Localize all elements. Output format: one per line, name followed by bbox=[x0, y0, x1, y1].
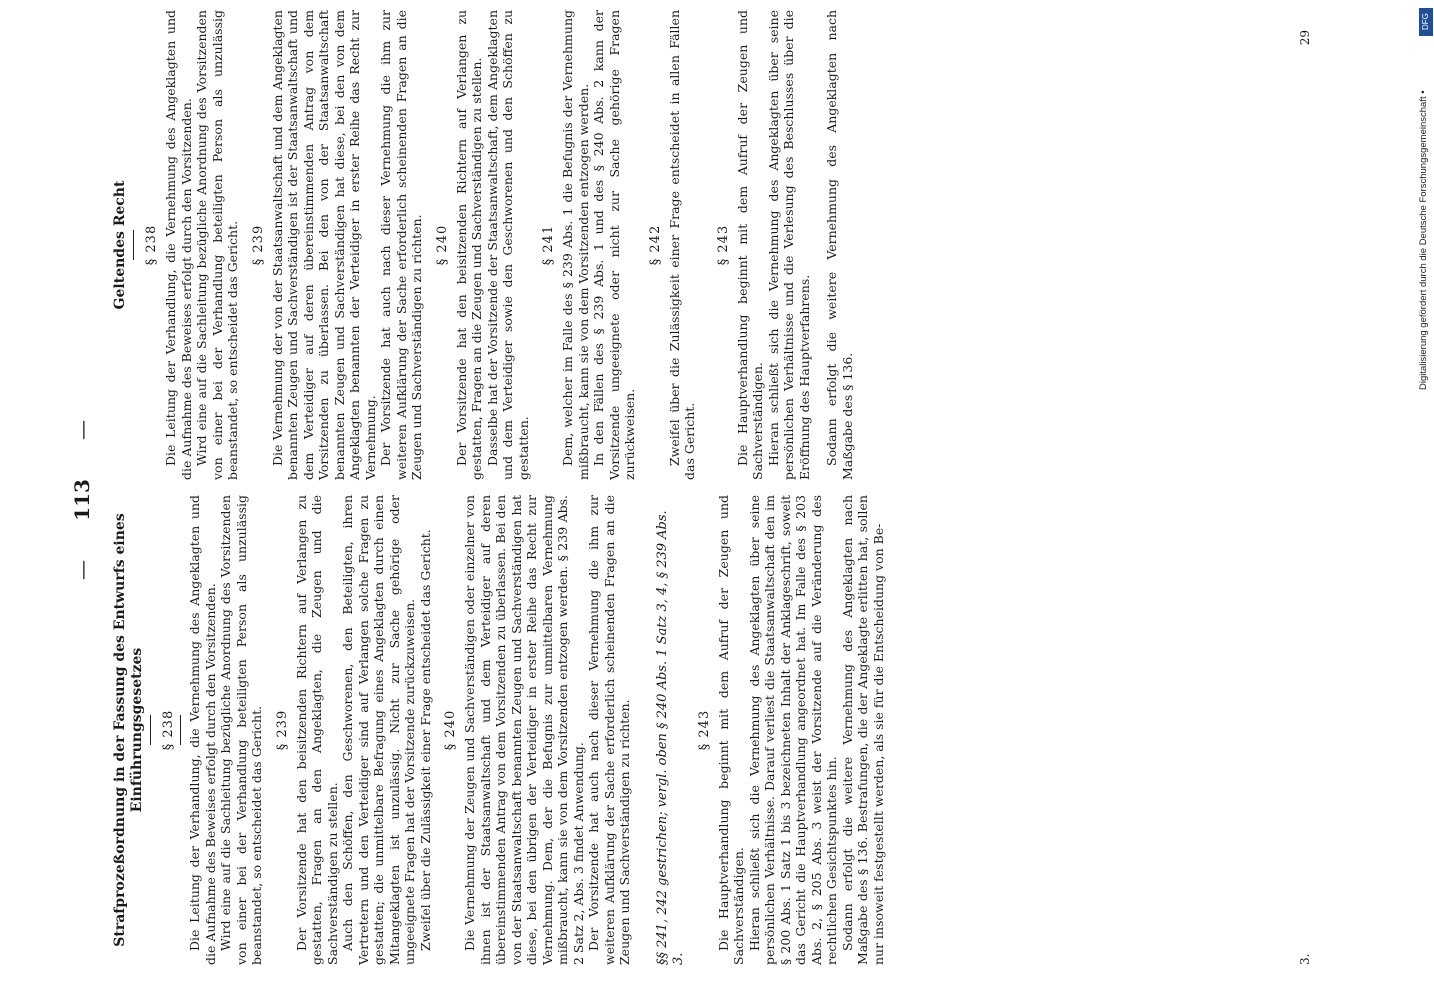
bottom-page-number: 29 bbox=[1298, 30, 1312, 46]
digitization-credit: Digitalisierung gefördert durch die Deutsche Forschungsgemeinschaft • bbox=[1418, 90, 1429, 390]
paragraph: Sodann erfolgt die weitere Vernehmung des Angeklagten nach Maßgabe des § 136. bbox=[824, 10, 855, 480]
page-header bbox=[70, 0, 110, 1000]
paragraph: Der Vorsitzende hat den beisitzenden Richtern auf Verlangen zu gestatten, Fragen an den Angeklagten, die Zeugen und die Sachverständigen zu stellen. bbox=[293, 495, 340, 965]
paragraph: Hieran schließt sich die Vernehmung des Angeklagten über seine persönlichen Verhältnisse. Darauf verliest die Staatsanwaltschaft den im § 200 Abs. 1 Satz 1 bis 3 bezeichneten Inhalt der Anklageschrift, soweit das Gericht die Hauptverhandlung angeordnet hat. Im Falle des § 203 Abs. 2, § 205 Abs. 3 weist der Vorsitzende auf die Veränderung des rechtlichen Gesichtspunktes hin. bbox=[746, 495, 839, 965]
paragraph: Hieran schließt sich die Vernehmung des Angeklagten über seine persönlichen Verhältnisse und die Verlesung des Beschlusses über die Eröffnung des Hauptverfahrens. bbox=[765, 10, 812, 480]
section-heading: § 238 bbox=[144, 224, 159, 266]
page-number: 113 bbox=[70, 479, 94, 521]
paragraph: Die Leitung der Verhandlung, die Vernehmung des Angeklagten und die Aufnahme des Beweises erfolgt durch den Vorsitzenden. bbox=[187, 495, 218, 965]
paragraph: Wird eine auf die Sachleitung bezügliche Anordnung des Vorsitzenden von einer bei der Verhandlung beteiligten Person als unzulässig beanstandet, so entscheidet das Gericht. bbox=[194, 10, 240, 480]
paragraph: Zweifel über die Zulässigkeit einer Frage entscheidet in allen Fällen das Gericht. bbox=[666, 10, 697, 480]
paragraph: Zweifel über die Zulässigkeit einer Frage entscheidet das Gericht. bbox=[417, 529, 433, 951]
left-column bbox=[112, 495, 1312, 965]
left-column-title: Strafprozeßordnung in der Fassung des Entwurfs eines Einführungsgesetzes bbox=[112, 513, 145, 947]
section-heading: § 243 bbox=[696, 709, 712, 751]
paragraph: Der Vorsitzende hat den beisitzenden Richtern auf Verlangen zu gestatten, Fragen an die Zeugen und Sachverständigen zu stellen. bbox=[453, 10, 484, 480]
header-dash-right: — bbox=[70, 420, 94, 440]
paragraph: Die Vernehmung der von der Staatsanwaltschaft und dem Angeklagten benannten Zeugen und Sachverständigen ist der Staatsanwaltschaft und dem Verteidiger auf deren übereinstimmenden Antrag von dem Vorsitzenden zu überlassen. Bei den von der Staatsanwaltschaft benannten Zeugen und Sachverständigen hat diese, bei den von dem Angeklagten benannten der Verteidiger in erster Reihe das Recht zur Vernehmung. bbox=[269, 10, 378, 480]
section-heading: § 242 bbox=[647, 224, 663, 266]
dfg-logo: DFG bbox=[1419, 8, 1433, 36]
section-heading: § 239 bbox=[250, 224, 266, 266]
editorial-note: §§ 241, 242 gestrichen; vergl. oben § 240 Abs. 1 Satz 3, 4, § 239 Abs. 3. bbox=[654, 510, 686, 965]
section-rule bbox=[180, 715, 181, 745]
header-dash-left: — bbox=[70, 560, 94, 580]
paragraph: In den Fällen des § 239 Abs. 1 und des § 240 Abs. 2 kann der Vorsitzende ungeeignete oder nicht zur Sache gehörige Fragen zurückweisen. bbox=[591, 10, 637, 480]
section-heading: § 243 bbox=[715, 224, 731, 266]
paragraph: Dasselbe hat der Vorsitzende der Staatsanwaltschaft, dem Angeklagten und dem Verteidiger sowie den Geschworenen und den Schöffen zu gestatten. bbox=[484, 10, 531, 480]
right-column bbox=[112, 10, 1312, 480]
section-heading: § 239 bbox=[274, 709, 290, 751]
digitization-sidebar bbox=[1418, 0, 1434, 1000]
section-heading: § 238 bbox=[161, 709, 176, 751]
signature-mark: 3. bbox=[1298, 953, 1312, 965]
paragraph: Die Vernehmung der Zeugen und Sachverständigen oder einzelner von ihnen ist der Staatsanwaltschaft und dem Verteidiger auf deren übereinstimmenden Antrag von dem Vorsitzenden zu überlassen. Bei den von der Staatsanwaltschaft benannten Zeugen und Sachverständigen hat diese, bei den übrigen der Verteidiger in erster Reihe das Recht zur Vernehmung. Dem, der die Befugnis zur unmittelbaren Vernehmung mißbraucht, kann sie von dem Vorsitzenden entzogen werden. § 239 Abs. 2 Satz 2, Abs. 3 findet Anwendung. bbox=[462, 495, 586, 965]
paragraph: Die Leitung der Verhandlung, die Vernehmung des Angeklagten und die Aufnahme des Beweises erfolgt durch den Vorsitzenden. bbox=[163, 10, 194, 480]
paragraph: Wird eine auf die Sachleitung bezügliche Anordnung des Vorsitzenden von einer bei der Verhandlung beteiligten Person als unzulässig beanstandet, so entscheidet das Gericht. bbox=[218, 495, 264, 965]
section-heading: § 241 bbox=[541, 224, 556, 266]
paragraph: Auch den Schöffen, den Geschworenen, den Beteiligten, ihren Vertretern und den Verteidiger sind auf Verlangen solche Fragen zu gestatten; die unmittelbare Befragung eines Angeklagten durch einen Mitangeklagten ist unzulässig. Nicht zur Sache gehörige oder ungeeignete Fragen hat der Vorsitzende zurückzuweisen. bbox=[340, 495, 417, 965]
title-rule bbox=[150, 715, 151, 745]
section-heading: § 240 bbox=[434, 224, 450, 266]
paragraph: Der Vorsitzende hat auch nach dieser Vernehmung die ihm zur weiteren Aufklärung der Sache erforderlich scheinenden Fragen an die Zeugen und Sachverständigen zu richten. bbox=[378, 10, 424, 480]
section-heading: § 240 bbox=[443, 709, 458, 751]
paragraph: Dem, welcher im Falle des § 239 Abs. 1 die Befugnis der Vernehmung mißbraucht, kann sie von dem Vorsitzenden entzogen werden. bbox=[560, 10, 591, 480]
paragraph: Der Vorsitzende hat auch nach dieser Vernehmung die ihm zur weiteren Aufklärung der Sache erforderlich scheinenden Fragen an die Zeugen und Sachverständigen zu richten. bbox=[586, 495, 632, 965]
title-rule bbox=[133, 230, 134, 260]
paragraph: Die Hauptverhandlung beginnt mit dem Aufruf der Zeugen und Sachverständigen. bbox=[715, 495, 746, 965]
paragraph: Sodann erfolgt die weitere Vernehmung des Angeklagten nach Maßgabe des § 136. Bestrafungen, die der Angeklagte erlitten hat, sollen nur insoweit festgestellt werden, als sie für die Entscheidung von Be- bbox=[839, 495, 886, 965]
paragraph: Die Hauptverhandlung beginnt mit dem Aufruf der Zeugen und Sachverständigen. bbox=[734, 10, 765, 480]
right-column-title: Geltendes Recht bbox=[112, 180, 128, 310]
